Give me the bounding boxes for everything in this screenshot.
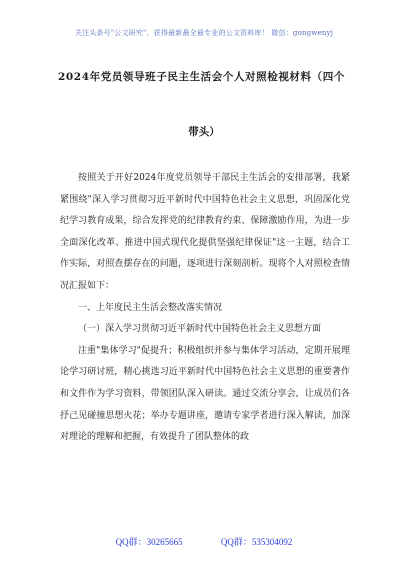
header-promo-note: 关注头条号"公文研究"，获得最新最全最专业的公文资料库！ 微信：gongwenyj: [74, 29, 334, 37]
footer-qq-group-1: QQ群：30265665: [115, 537, 183, 547]
footer-qq-group-2: QQ群：535304092: [220, 537, 293, 547]
document-body: [60, 168, 350, 449]
document-title-line1: 2024年党员领导班子民主生活会个人对照检视材料（四个: [58, 71, 345, 83]
document-title-line2: 带头）: [188, 126, 220, 138]
footer-contact: [0, 535, 408, 548]
body-paragraph: 注重"集体学习"促提升；积极组织并参与集体学习活动，定期开展理论学习研讨班，精心挑选习近平新时代中国特色社会主义思想的重要著作和文件作为学习资料，带领团队深入研读。通过交流分享会，让成员们各抒己见碰撞思想火花；举办专题讲座，邀请专家学者进行深入解读，加深对理论的理解和把握，有效提升了团队整体的政: [60, 345, 350, 443]
subsection-heading: （一）深入学习贯彻习近平新时代中国特色社会主义思想方面: [78, 324, 322, 335]
section-heading: 一、上年度民主生活会整改落实情况: [78, 302, 223, 313]
intro-paragraph: 按照关于开好2024年度党员领导干部民主生活会的安排部署，我紧紧围绕"深入学习贯彻习近平新时代中国特色社会主义思想，巩固深化党纪学习教育成果，综合发挥党的纪律教育约束、保障激励作用，为进一步全面深化改革、推进中国式现代化提供坚强纪律保证"这一主题，结合工作实际，对照查摆存在的问题，逐项进行深刻剖析。现将个人对照检查情况汇报如下：: [60, 173, 350, 291]
